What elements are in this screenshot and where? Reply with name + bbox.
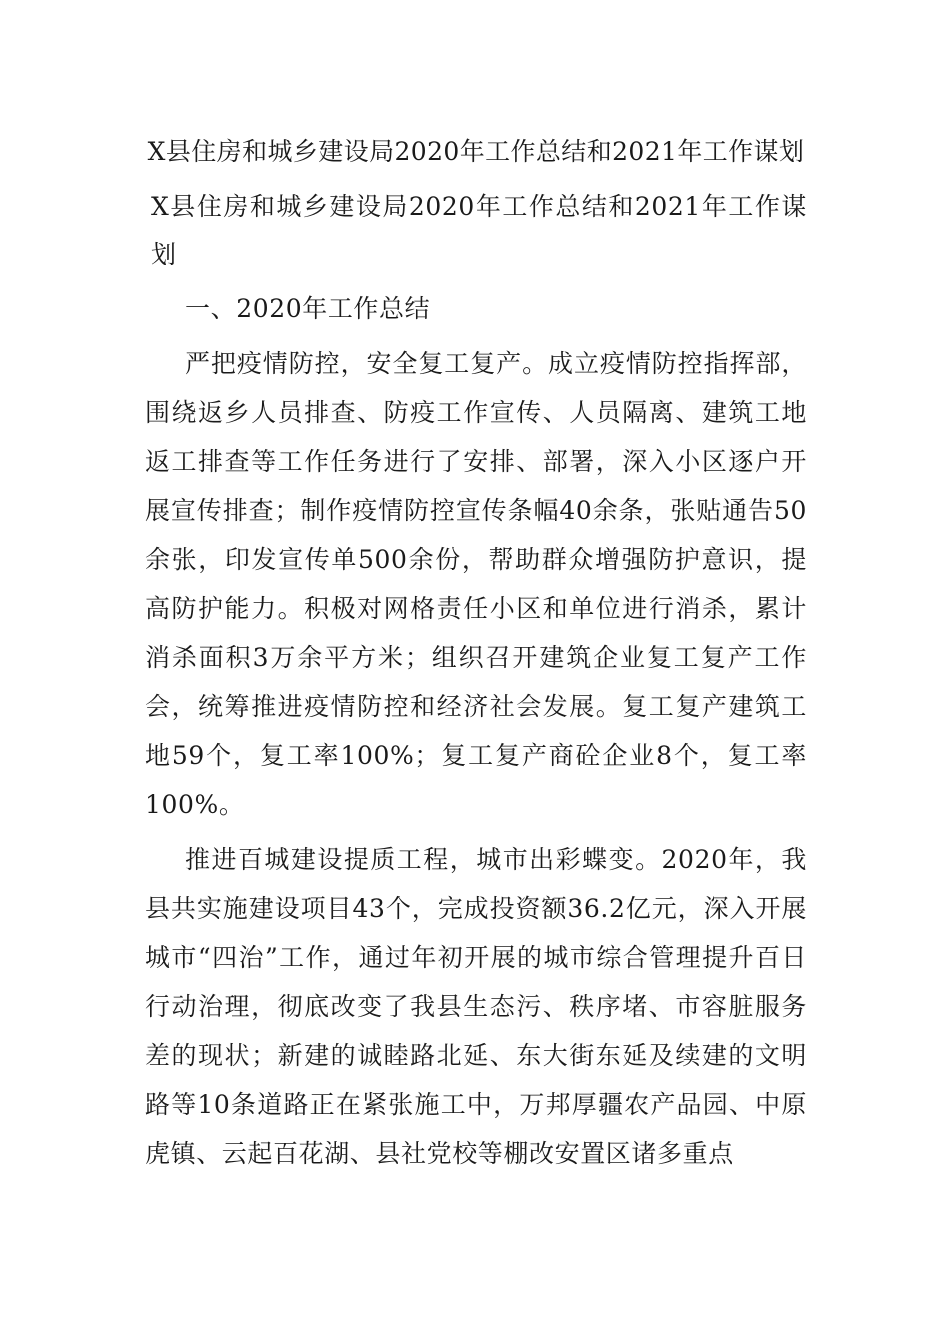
document-title: X县住房和城乡建设局2020年工作总结和2021年工作谋划 xyxy=(147,137,805,166)
paragraph-epidemic-prevention: 严把疫情防控，安全复工复产。成立疫情防控指挥部，围绕返乡人员排查、防疫工作宣传、人员隔离、建筑工地返工排查等工作任务进行了安排、部署，深入小区逐户开展宣传排查；制作疫情防控宣传条幅40余条，张贴通告50余张，印发宣传单500余份，帮助群众增强防护意识，提高防护能力。积极对网格责任小区和单位进行消杀，累计消杀面积3万余平方米；组织召开建筑企业复工复产工作会，统筹推进疫情防控和经济社会发展。复工复产建筑工地59个，复工率100%；复工复产商砼企业8个，复工率100%。 xyxy=(145,349,807,819)
paragraph-city-construction: 推进百城建设提质工程，城市出彩蝶变。2020年，我县共实施建设项目43个，完成投资额36.2亿元，深入开展城市“四治”工作，通过年初开展的城市综合管理提升百日行动治理，彻底改变了我县生态污、秩序堵、市容脏服务差的现状；新建的诚睦路北延、东大街东延及续建的文明路等10条道路正在紧张施工中，万邦厚疆农产品园、中原虎镇、云起百花湖、县社党校等棚改安置区诸多重点 xyxy=(145,845,807,1168)
document-subtitle: X县住房和城乡建设局2020年工作总结和2021年工作谋划 xyxy=(151,192,807,269)
section-heading: 一、2020年工作总结 xyxy=(185,294,431,323)
document-body xyxy=(145,126,807,1178)
